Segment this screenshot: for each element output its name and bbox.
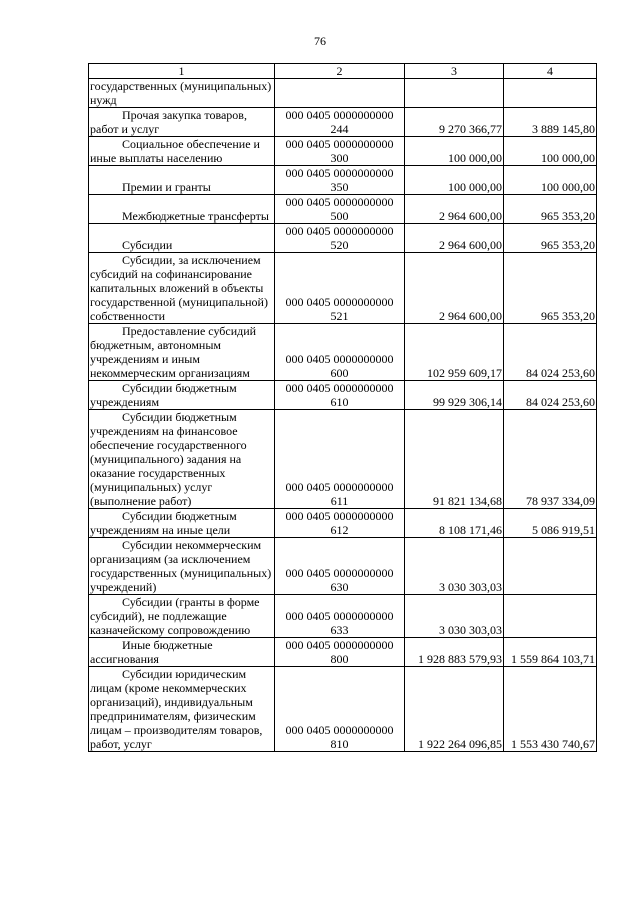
row-value-col3: 102 959 609,17 (405, 324, 504, 381)
row-name: Субсидии бюджетным учреждениям на иные цели (90, 509, 237, 537)
row-value-col3: 91 821 134,68 (405, 410, 504, 509)
row-name: Предоставление субсидий бюджетным, автономным учреждениям и иным некоммерческим организациям (90, 324, 257, 380)
row-name-cell (89, 595, 275, 638)
row-value-col4: 84 024 253,60 (504, 381, 597, 410)
table-row (89, 253, 597, 324)
table-row (89, 638, 597, 667)
row-name: Субсидии юридическим лицам (кроме некоммерческих организаций), индивидуальным предпринимателям, физическим лицам – производителям товаров, работ, услуг (90, 667, 263, 751)
row-name: Субсидии бюджетным учреждениям на финансовое обеспечение государственного (муниципального) задания на оказание государственных (муниципальных) услуг (выполнение работ) (90, 410, 247, 508)
row-name: Социальное обеспечение и иные выплаты населению (90, 137, 260, 165)
table-row (89, 137, 597, 166)
row-code: 000 0405 0000000000 630 (275, 538, 405, 595)
row-code: 000 0405 0000000000 244 (275, 108, 405, 137)
row-value-col3: 8 108 171,46 (405, 509, 504, 538)
row-name-cell (89, 509, 275, 538)
row-name-cell (89, 79, 275, 108)
row-code: 000 0405 0000000000 500 (275, 195, 405, 224)
table-header-row (89, 64, 597, 79)
row-name: Межбюджетные трансферты (122, 209, 269, 223)
row-value-col4: 78 937 334,09 (504, 410, 597, 509)
row-name: Субсидии некоммерческим организациям (за исключением государственных (муниципальных) учреждений) (90, 538, 272, 594)
row-value-col4: 5 086 919,51 (504, 509, 597, 538)
row-name: Субсидии бюджетным учреждениям (90, 381, 237, 409)
table-row (89, 166, 597, 195)
row-name-cell (89, 638, 275, 667)
row-name-cell (89, 410, 275, 509)
row-name-cell (89, 108, 275, 137)
row-value-col4: 84 024 253,60 (504, 324, 597, 381)
header-col-2: 2 (275, 64, 405, 79)
row-value-col4: 1 553 430 740,67 (504, 667, 597, 752)
table-row (89, 324, 597, 381)
table-row (89, 195, 597, 224)
row-value-col3 (405, 79, 504, 108)
row-name-cell (89, 667, 275, 752)
row-value-col3: 1 928 883 579,93 (405, 638, 504, 667)
row-name: Прочая закупка товаров, работ и услуг (90, 108, 247, 136)
budget-table (88, 63, 597, 752)
header-col-4: 4 (504, 64, 597, 79)
row-value-col4: 965 353,20 (504, 195, 597, 224)
row-name: государственных (муниципальных) нужд (90, 79, 272, 107)
row-value-col4: 1 559 864 103,71 (504, 638, 597, 667)
row-code: 000 0405 0000000000 611 (275, 410, 405, 509)
table-row (89, 410, 597, 509)
row-value-col3: 1 922 264 096,85 (405, 667, 504, 752)
table-row (89, 538, 597, 595)
row-value-col3: 100 000,00 (405, 166, 504, 195)
budget-table-body (89, 64, 597, 752)
row-name-cell (89, 324, 275, 381)
row-value-col3: 9 270 366,77 (405, 108, 504, 137)
row-value-col4: 965 353,20 (504, 224, 597, 253)
row-value-col3: 3 030 303,03 (405, 538, 504, 595)
table-row (89, 667, 597, 752)
row-name-cell (89, 253, 275, 324)
row-code: 000 0405 0000000000 810 (275, 667, 405, 752)
row-value-col4: 100 000,00 (504, 166, 597, 195)
table-row (89, 509, 597, 538)
table-row (89, 595, 597, 638)
row-name-cell (89, 381, 275, 410)
table-row (89, 224, 597, 253)
row-value-col4 (504, 595, 597, 638)
row-value-col3: 2 964 600,00 (405, 224, 504, 253)
row-code: 000 0405 0000000000 300 (275, 137, 405, 166)
row-name-cell (89, 538, 275, 595)
row-name-cell (89, 195, 275, 224)
row-value-col3: 100 000,00 (405, 137, 504, 166)
row-name: Субсидии (гранты в форме субсидий), не подлежащие казначейскому сопровождению (90, 595, 260, 637)
row-code: 000 0405 0000000000 633 (275, 595, 405, 638)
row-code: 000 0405 0000000000 350 (275, 166, 405, 195)
row-code (275, 79, 405, 108)
row-name-cell (89, 166, 275, 195)
row-name: Субсидии (122, 238, 173, 252)
row-value-col3: 3 030 303,03 (405, 595, 504, 638)
row-code: 000 0405 0000000000 612 (275, 509, 405, 538)
header-col-1: 1 (89, 64, 275, 79)
row-name: Премии и гранты (122, 180, 211, 194)
row-code: 000 0405 0000000000 520 (275, 224, 405, 253)
row-name-cell (89, 224, 275, 253)
row-value-col4 (504, 538, 597, 595)
row-code: 000 0405 0000000000 800 (275, 638, 405, 667)
row-name: Иные бюджетные ассигнования (90, 638, 213, 666)
header-col-3: 3 (405, 64, 504, 79)
table-row (89, 79, 597, 108)
table-row (89, 381, 597, 410)
row-value-col3: 2 964 600,00 (405, 195, 504, 224)
row-code: 000 0405 0000000000 600 (275, 324, 405, 381)
row-value-col4 (504, 79, 597, 108)
table-row (89, 108, 597, 137)
row-code: 000 0405 0000000000 521 (275, 253, 405, 324)
row-value-col3: 99 929 306,14 (405, 381, 504, 410)
row-value-col3: 2 964 600,00 (405, 253, 504, 324)
row-code: 000 0405 0000000000 610 (275, 381, 405, 410)
row-value-col4: 3 889 145,80 (504, 108, 597, 137)
row-value-col4: 100 000,00 (504, 137, 597, 166)
row-value-col4: 965 353,20 (504, 253, 597, 324)
row-name: Субсидии, за исключением субсидий на софинансирование капитальных вложений в объекты государственной (муниципальной) собственности (90, 253, 268, 323)
page-number: 76 (314, 34, 326, 48)
row-name-cell (89, 137, 275, 166)
